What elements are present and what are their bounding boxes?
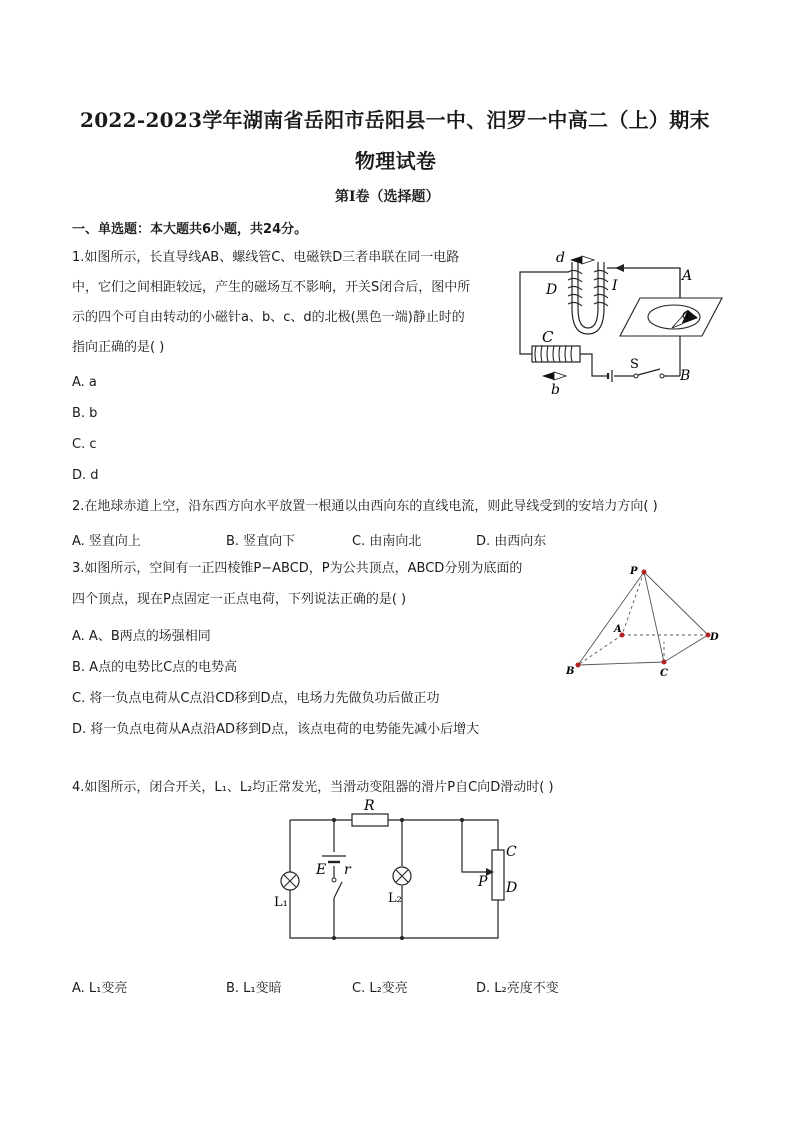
q3-option-a: A. A、B两点的场强相同 (72, 629, 211, 644)
q1-option-d: D. d (72, 468, 99, 483)
q1-circuit-figure (512, 248, 732, 398)
q1-label-D: D (546, 282, 558, 298)
q4-label-P: P (478, 874, 488, 890)
q3-label-P: P (630, 566, 638, 577)
q3-label-D: D (710, 632, 719, 643)
q4-label-r: r (344, 862, 351, 878)
q3-label-C: C (660, 668, 668, 679)
q3-option-b: B. A点的电势比C点的电势高 (72, 660, 238, 675)
q4-option-c: C. L₂变亮 (352, 981, 408, 996)
q1-label-S: S (630, 357, 639, 372)
q4-label-D: D (506, 880, 518, 896)
q1-label-b: b (551, 382, 560, 398)
q1-option-a: A. a (72, 375, 97, 390)
q2-option-c: C. 由南向北 (352, 534, 422, 549)
q1-option-c: C. c (72, 437, 97, 452)
q4-label-E: E (316, 862, 327, 878)
page-title: 2022-2023学年湖南省岳阳市岳阳县一中、汨罗一中高二（上）期末 (80, 108, 710, 132)
q3-option-c: C. 将一负点电荷从C点沿CD移到D点，电场力先做负功后做正功 (72, 691, 440, 706)
q4-circuit-figure (272, 798, 532, 946)
q3-label-B: B (566, 666, 575, 677)
q3-option-d: D. 将一负点电荷从A点沿AD移到D点，该点电荷的电势能先减小后增大 (72, 722, 480, 737)
q4-label-L2: L₂ (388, 891, 402, 906)
q4-option-b: B. L₁变暗 (226, 981, 282, 996)
question-3-line1: 3.如图所示，空间有一正四棱锥P−ABCD，P为公共顶点，ABCD分别为底面的 (72, 561, 523, 576)
q4-label-R: R (364, 798, 375, 814)
section-heading: 一、单选题：本大题共6小题，共24分。 (72, 222, 308, 237)
q1-label-A: A (682, 268, 693, 284)
question-4: 4.如图所示，闭合开关，L₁、L₂均正常发光，当滑动变阻器的滑片P自C向D滑动时( ) (72, 780, 554, 795)
q1-option-b: B. b (72, 406, 98, 421)
question-1-line3: 示的四个可自由转动的小磁针a、b、c、d的北极(黑色一端)静止时的 (72, 310, 465, 325)
question-1-line4: 指向正确的是( ) (72, 340, 165, 355)
q4-option-d: D. L₂亮度不变 (476, 981, 559, 996)
q4-option-a: A. L₁变亮 (72, 981, 128, 996)
q1-label-a: a (682, 307, 690, 322)
q2-option-b: B. 竖直向下 (226, 534, 296, 549)
question-1-line2: 中，它们之间相距较远，产生的磁场互不影响，开关S闭合后，图中所 (72, 280, 471, 295)
question-1-line1: 1.如图所示，长直导线AB、螺线管C、电磁铁D三者串联在同一电路 (72, 250, 460, 265)
q1-label-B: B (680, 368, 691, 384)
question-3-line2: 四个顶点，现在P点固定一正点电荷，下列说法正确的是( ) (72, 592, 407, 607)
q1-label-I: I (612, 278, 618, 294)
q2-option-d: D. 由西向东 (476, 534, 547, 549)
q3-label-A: A (614, 624, 622, 635)
page-title-line2: 物理试卷 (355, 149, 437, 173)
q4-label-L1: L₁ (274, 895, 288, 910)
q3-pyramid-figure (560, 562, 730, 682)
q1-label-d: d (556, 250, 565, 266)
volume-heading: 第I卷（选择题） (335, 189, 440, 205)
q1-label-C: C (542, 328, 554, 346)
q4-label-C: C (506, 844, 517, 860)
question-2: 2.在地球赤道上空，沿东西方向水平放置一根通以由西向东的直线电流，则此导线受到的安培力方向( ) (72, 499, 658, 514)
q2-option-a: A. 竖直向上 (72, 534, 141, 549)
